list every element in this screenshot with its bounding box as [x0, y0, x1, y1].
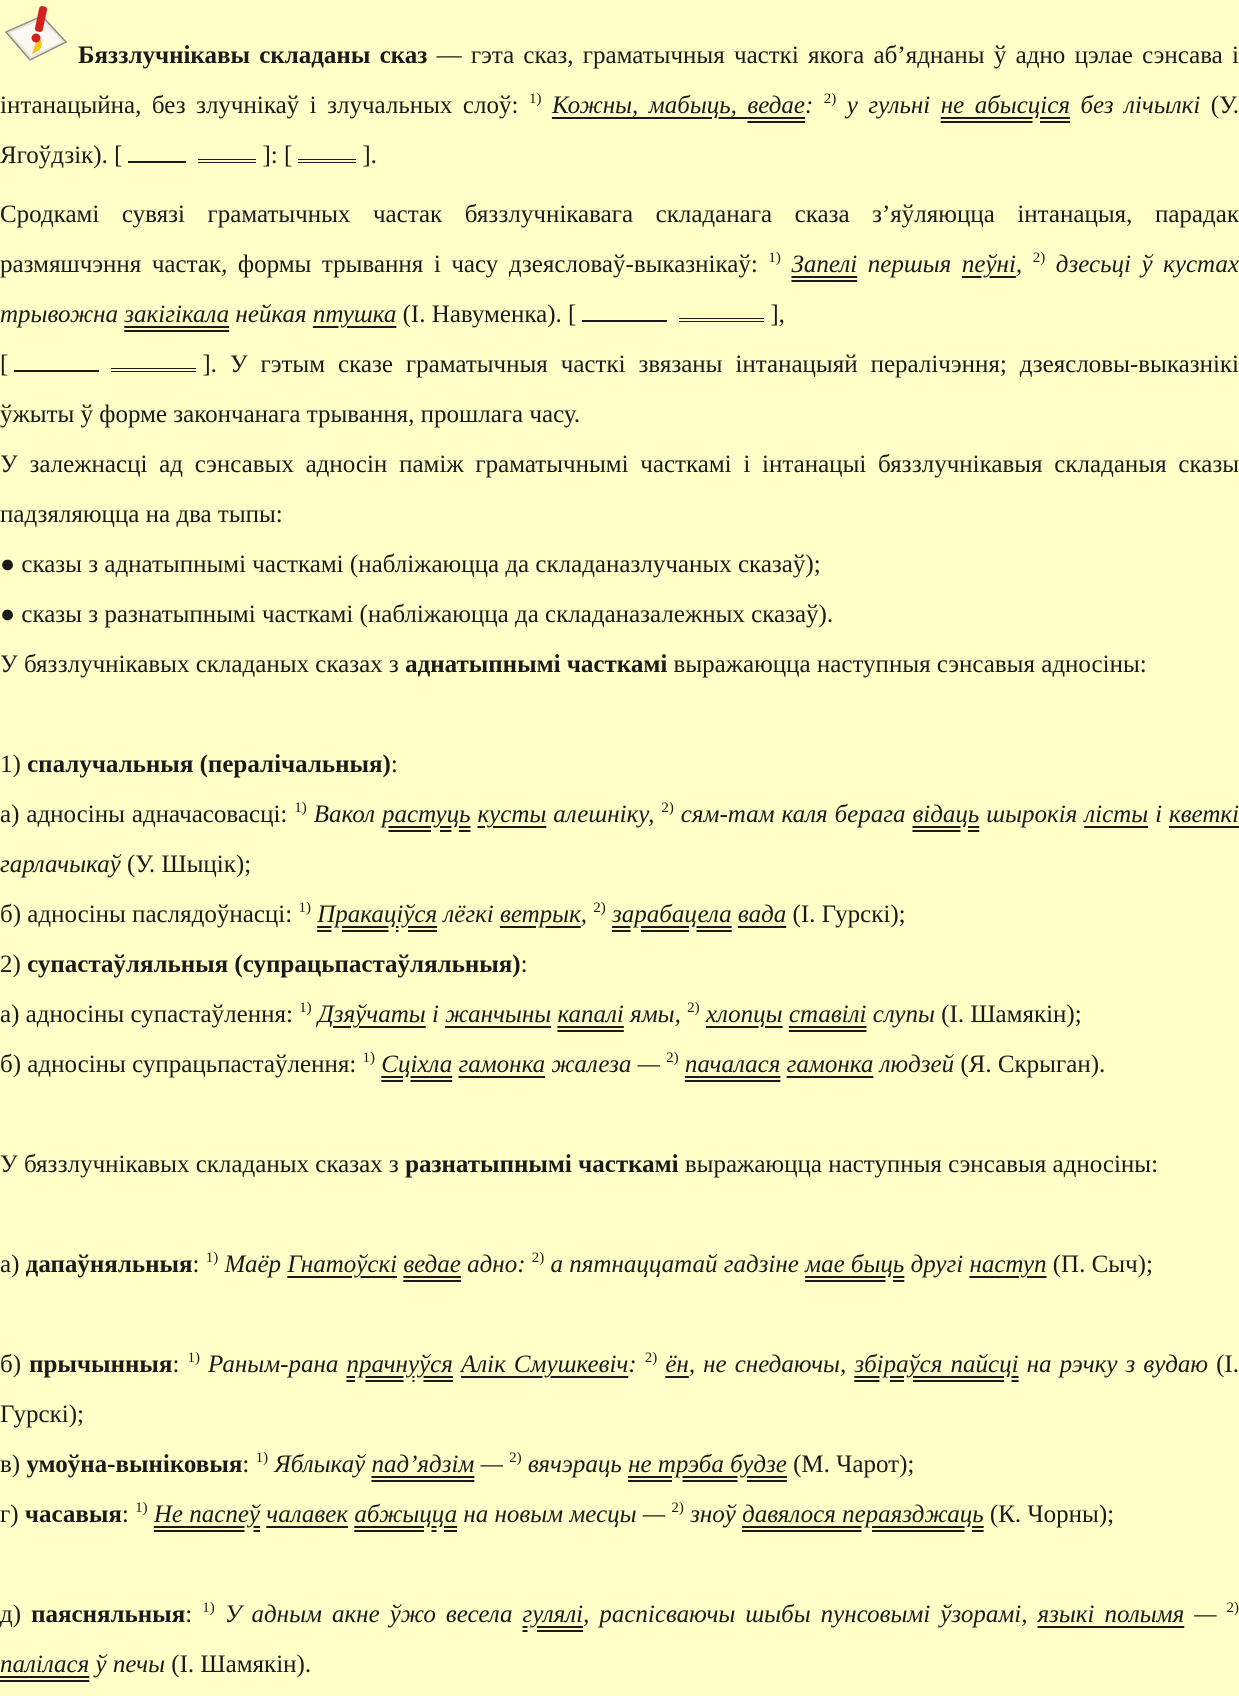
- example-line: д) паясняльныя: $^{1)}$ У адным акне ўжо весела гулялі, распісваючы шыбы пунсовымі ўзорамі, языкі полымя — $^{2)}$ палілася ў печы (І. Шамякін).: [0, 1600, 1239, 1678]
- section-heading: 2) супастаўляльныя (супрацьпастаўляльныя):: [0, 951, 528, 978]
- types-paragraph: У залежнасці ад сэнсавых адносін паміж граматычнымі часткамі і інтанацыі бяззлучнікавыя складаныя сказы падзяляюцца на два тыпы:: [0, 451, 1239, 528]
- example-line: а) дапаўняльныя: $^{1)}$ Маёр Гнатоўскі ведае адно: $^{2)}$ а пятнаццатай гадзіне мае быць другі наступ (П. Сыч);: [0, 1250, 1153, 1278]
- example-line: б) адносіны супрацьпастаўлення: $^{1)}$ Сціхла гамонка жалеза — $^{2)}$ пачалася гамонка людзей (Я. Скрыган).: [0, 1050, 1106, 1078]
- definition: — гэта сказ, граматычныя часткі якога аб’яднаны ў адно цэлае сэнсава і інтанацыйна, без злучнікаў і злучальных слоў:: [0, 42, 1239, 119]
- example-line: б) адносіны паслядоўнасці: $^{1)}$ Пракаціўся лёгкі ветрык, $^{2)}$ зарабацела вада (І. Гурскі);: [0, 900, 906, 928]
- bullet-item: ● сказы з аднатыпнымі часткамі (набліжаюцца да складаназлучаных сказаў);: [0, 551, 821, 578]
- example-part-1: Запелі першыя пеўні,: [791, 251, 1033, 278]
- diff-type-intro: У бяззлучнікавых складаных сказах з разнатыпнымі часткамі выражаюцца наступныя сэнсавыя адносіны:: [0, 1151, 1159, 1178]
- scheme-blank: [128, 143, 186, 163]
- same-type-intro: У бяззлучнікавых складаных сказах з аднатыпнымі часткамі выражаюцца наступныя сэнсавыя адносіны:: [0, 651, 1147, 678]
- scheme-blank: [582, 302, 667, 322]
- intro-paragraph: Бяззлучнікавы складаны сказ — гэта сказ, граматычныя часткі якога аб’яднаны ў адно цэлае сэнсава і інтанацыйна, без злучнікаў і злучальных слоў: $^{1)}$ Кожны, мабыць, ведае: $^{2)}$ у гульні не абысціся без лічылкі (У. Ягоўдзік). [ ]: [ ].: [0, 42, 1239, 169]
- example-line: а) адносіны супастаўлення: $^{1)}$ Дзяўчаты і жанчыны капалі ямы, $^{2)}$ хлопцы ставілі слупы (І. Шамякін);: [0, 1000, 1082, 1028]
- scheme-blank: [198, 141, 256, 163]
- scheme-blank: [679, 300, 764, 322]
- example-line: а) адносіны адначасовасці: $^{1)}$ Вакол растуць кусты алешніку, $^{2)}$ сям-там каля берага відаць шырокія лісты і кветкі гарлачыкаў (У. Шыцік);: [0, 800, 1239, 878]
- means-paragraph: Сродкамі сувязі граматычных частак бяззлучнікавага складанага сказа з’яўляюцца інтанацыя, парадак размяшчэння частак, формы трывання і часу дзеясловаў-выказнікаў: $^{1)}$ Запелі першыя пеўні, $^{2)}$ дзесьці ў кустах трывожна закігікала нейкая птушка (І. Навуменка). [ ], [ ]. У гэтым сказе граматычныя часткі звязаны інтанацыяй пералічэння; дзеясловы-выказнікі ўжыты ў форме закончанага трывання, прошлага часу.: [0, 201, 1239, 428]
- bullet-item: ● сказы з разнатыпнымі часткамі (набліжаюцца да складаназалежных сказаў).: [0, 601, 834, 628]
- author: (У. Ягоўдзік). [: [0, 92, 1239, 169]
- example-line: б) прычынныя: $^{1)}$ Раным-рана прачнуўся Алік Смушкевіч: $^{2)}$ ён, не снедаючы, збіраўся пайсці на рэчку з вудаю (І. Гурскі);: [0, 1350, 1239, 1428]
- example-part-2: дзесьці ў кустах трывожна закігікала нейкая птушка: [0, 251, 1239, 328]
- scheme-blank: [111, 350, 196, 372]
- example-line: г) часавыя: $^{1)}$ Не паспеў чалавек абжыцца на новым месцы — $^{2)}$ зноў давялося пераязджаць (К. Чорны);: [0, 1500, 1115, 1528]
- example-part-2: у гульні не абысціся без лічылкі: [836, 92, 1201, 119]
- scheme-blank: [14, 352, 99, 372]
- example-part-1: Кожны, мабыць, ведае:: [551, 92, 824, 119]
- example-line: в) умоўна-выніковыя: $^{1)}$ Яблыкаў пад’ядзім — $^{2)}$ вячэраць не трэба будзе (М. Чарот);: [0, 1450, 915, 1478]
- term: Бяззлучнікавы складаны сказ: [78, 42, 428, 69]
- scheme-blank: [298, 141, 356, 163]
- section-heading: 1) спалучальныя (пералічальныя):: [0, 751, 398, 778]
